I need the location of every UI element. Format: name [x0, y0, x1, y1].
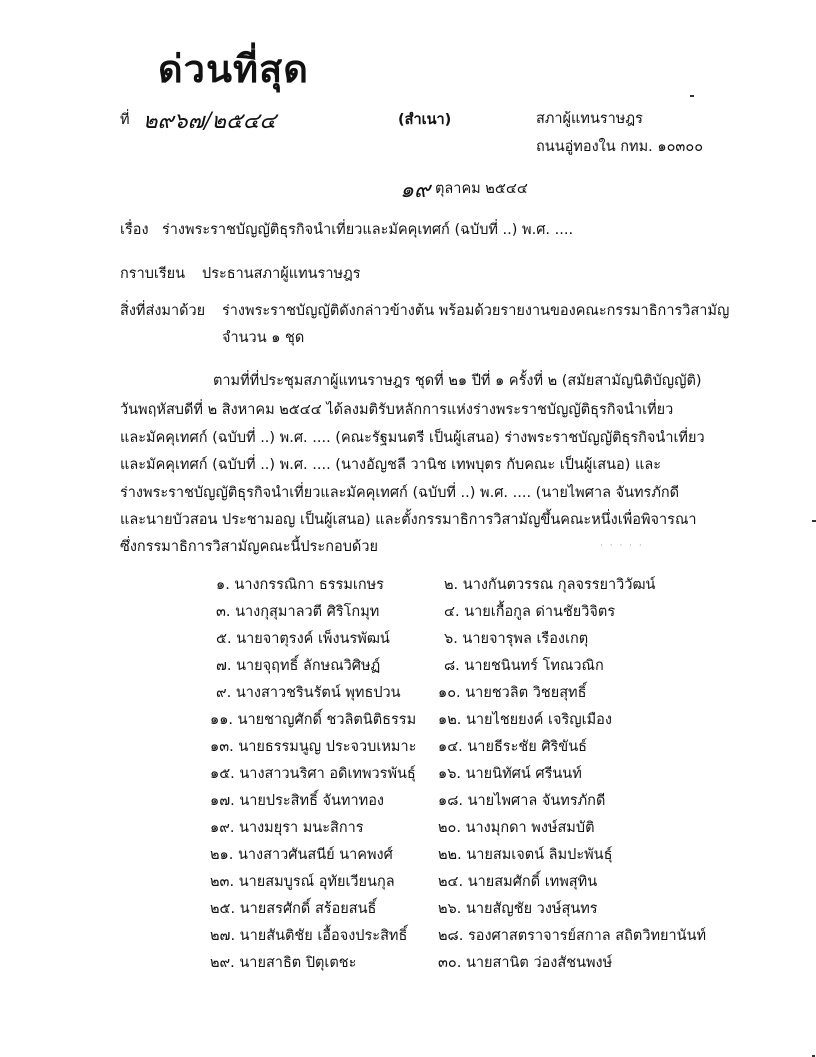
member-item: ๖. นายจารุพล เรืองเกตุ	[444, 631, 589, 647]
member-item: ๑๑. นายชาญศักดิ์ ชวลิตนิติธรรม	[210, 712, 417, 728]
member-item: ๔. นายเกื้อกูล ด่านชัยวิจิตร	[444, 604, 616, 620]
scan-smudge: · · · · ·	[600, 541, 644, 551]
scan-speck	[812, 520, 816, 522]
member-item: ๑๓. นายธรรมนูญ ประจวบเหมาะ	[210, 739, 417, 755]
member-item: ๒๗. นายสันติชัย เอื้อจงประสิทธิ์	[210, 928, 408, 944]
member-item: ๒๑. นางสาวศันสนีย์ นาคพงศ์	[210, 847, 393, 863]
member-item: ๒๘. รองศาสตราจารย์สกาล สถิตวิทยานันท์	[438, 928, 707, 944]
member-item: ๑๘. นายไพศาล จันทรภักดี	[438, 793, 606, 809]
reference-label: ที่	[120, 112, 130, 128]
member-item: ๑. นางกรรณิกา ธรรมเกษร	[216, 577, 384, 593]
member-item: ๒. นางกันตวรรณ กุลจรรยาวิวัฒน์	[444, 577, 656, 593]
member-item: ๒๒. นายสมเจตน์ ลิมปะพันธุ์	[438, 847, 613, 863]
member-item: ๕. นายจาตุรงค์ เพ็งนรพัฒน์	[216, 631, 390, 647]
enclosure-label: สิ่งที่ส่งมาด้วย	[120, 303, 206, 319]
member-item: ๑๒. นายไชยยงค์ เจริญเมือง	[438, 712, 612, 728]
sender-address: ถนนอู่ทองใน กทม. ๑๐๓๐๐	[536, 139, 704, 155]
member-item: ๑๐. นายชวลิต วิชยสุทธิ์	[438, 685, 587, 701]
body-line: และนายบัวสอน ประชามอญ เป็นผู้เสนอ) และตั้งกรรมาธิการวิสามัญขึ้นคณะหนึ่งเพื่อพิจารณา	[120, 512, 697, 528]
member-item: ๑๗. นายประสิทธิ์ จันทาทอง	[210, 793, 384, 809]
member-item: ๒๕. นายสรศักดิ์ สร้อยสนธิ์	[210, 901, 377, 917]
member-item: ๓๐. นายสานิต ว่องสัชนพงษ์	[438, 955, 613, 971]
member-item: ๒๓. นายสมบูรณ์ อุทัยเวียนกุล	[210, 874, 395, 890]
member-item: ๒๔. นายสมศักดิ์ เทพสุทิน	[438, 874, 598, 890]
member-item: ๙. นางสาวชรินรัตน์ พุทธปวน	[216, 685, 401, 701]
member-item: ๘. นายชนินทร์ โทณวณิก	[444, 658, 604, 674]
enclosure-text: ร่างพระราชบัญญัติดังกล่าวข้างต้น พร้อมด้วยรายงานของคณะกรรมาธิการวิสามัญ	[222, 303, 730, 319]
body-line: ตามที่ที่ประชุมสภาผู้แทนราษฎร ชุดที่ ๒๑ ปีที่ ๑ ครั้งที่ ๒ (สมัยสามัญนิติบัญญัติ)	[213, 373, 702, 389]
member-item: ๒๖. นายสัญชัย วงษ์สุนทร	[438, 901, 598, 917]
member-item: ๑๙. นางมยุรา มนะสิการ	[210, 820, 364, 836]
date-month-year: ตุลาคม ๒๕๔๔	[435, 181, 528, 197]
body-line: ร่างพระราชบัญญัติธุรกิจนำเที่ยวและมัคคุเทศก์ (ฉบับที่ ..) พ.ศ. .... (นายไพศาล จันทรภักดี	[120, 485, 680, 501]
urgency-heading: ด่วนที่สุด	[158, 47, 309, 91]
salutation-text: ประธานสภาผู้แทนราษฎร	[202, 266, 361, 282]
member-item: ๒๐. นางมุกดา พงษ์สมบัติ	[438, 820, 595, 836]
date-day: ๑๙	[400, 178, 431, 203]
member-item: ๑๕. นางสาวนริศา อดิเทพวรพันธุ์	[210, 766, 416, 782]
member-item: ๑๖. นายนิทัศน์ ศรีนนท์	[438, 766, 582, 782]
enclosure-quantity: จำนวน ๑ ชุด	[222, 330, 305, 346]
member-item: ๒๙. นายสาธิต ปิตุเตชะ	[210, 955, 357, 971]
member-item: ๑๔. นายธีระชัย ศิริขันธ์	[438, 739, 587, 755]
body-line: และมัคคุเทศก์ (ฉบับที่ ..) พ.ศ. .... (คณะรัฐมนตรี เป็นผู้เสนอ) ร่างพระราชบัญญัติธุรกิจนำเที่ยว	[120, 430, 705, 446]
body-line: ซึ่งกรรมาธิการวิสามัญคณะนี้ประกอบด้วย	[120, 539, 378, 555]
member-item: ๗. นายจุฤทธิ์ ลักษณวิศิษฏ์	[216, 658, 381, 674]
salutation-label: กราบเรียน	[120, 266, 186, 282]
reference-number: ๒๙๖๗/๒๕๔๔	[143, 109, 276, 134]
scan-speck	[690, 95, 694, 97]
member-item: ๓. นางกุสุมาลวตี ศิริโกมุท	[216, 604, 380, 620]
sender-org: สภาผู้แทนราษฎร	[536, 111, 643, 127]
subject-label: เรื่อง	[120, 222, 149, 238]
copy-marker: (สำเนา)	[398, 112, 452, 128]
body-line: วันพฤหัสบดีที่ ๒ สิงหาคม ๒๕๔๔ ได้ลงมติรับหลักการแห่งร่างพระราชบัญญัติธุรกิจนำเที่ยว	[120, 402, 674, 418]
body-line: และมัคคุเทศก์ (ฉบับที่ ..) พ.ศ. .... (นางอัญชลี วานิช เทพบุตร กับคณะ เป็นผู้เสนอ) และ	[120, 457, 662, 473]
subject-text: ร่างพระราชบัญญัติธุรกิจนำเที่ยวและมัคคุเทศก์ (ฉบับที่ ..) พ.ศ. ....	[162, 222, 574, 238]
